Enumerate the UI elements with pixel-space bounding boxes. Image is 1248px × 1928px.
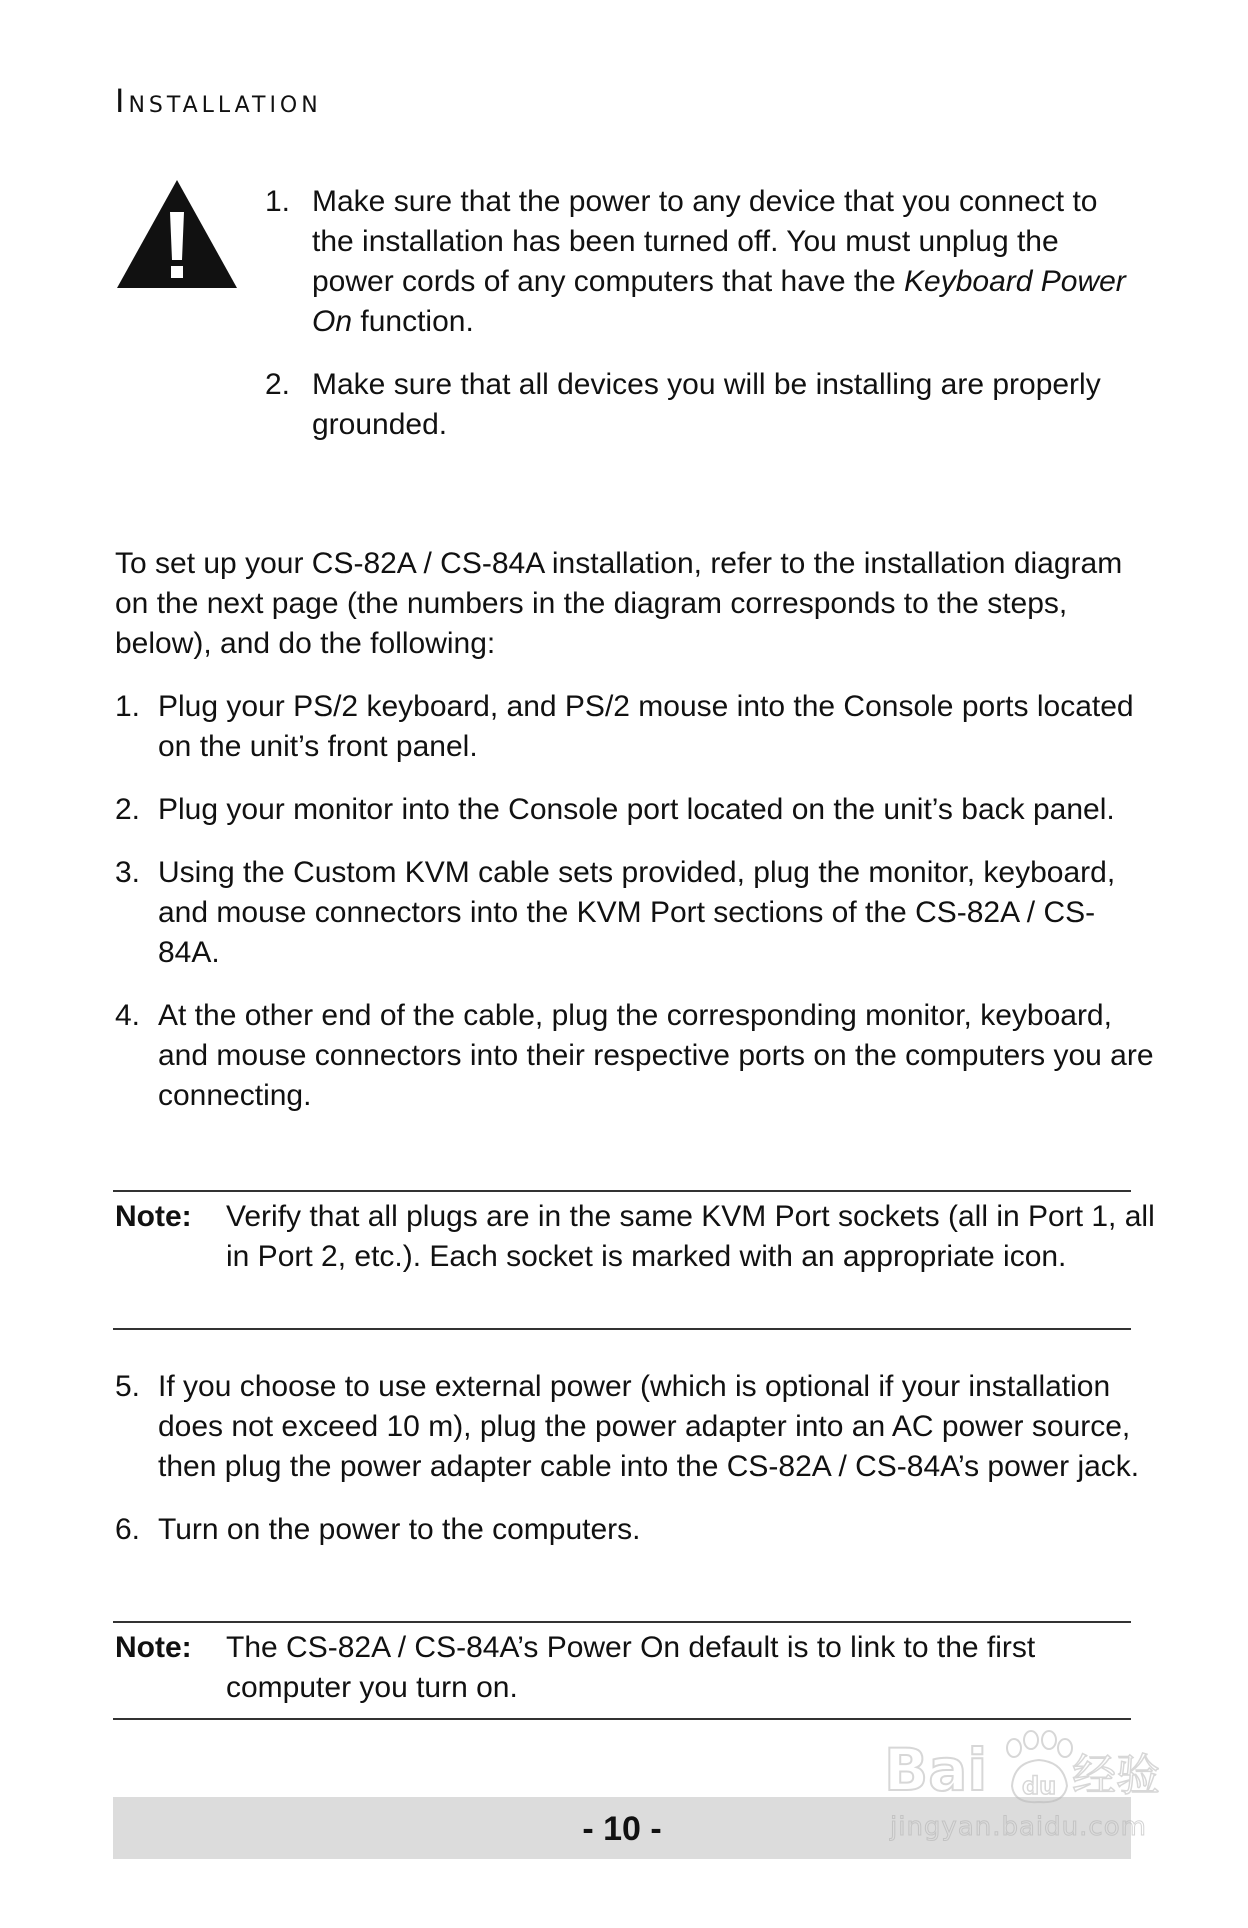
warning-text-end: function. [352, 305, 474, 338]
step-item [115, 790, 1155, 830]
note-divider-bottom [113, 1718, 1131, 1720]
section-title: Installation [115, 82, 322, 120]
step-item [115, 853, 1155, 973]
step-item [115, 687, 1155, 767]
svg-text:du: du [1022, 1772, 1057, 1800]
step-text: Turn on the power to the computers. [158, 1513, 641, 1546]
intro-paragraph: To set up your CS-82A / CS-84A installation, refer to the installation diagram on the next page (the numbers in the diagram corresponds to the steps, below), and do the following: [115, 547, 1123, 660]
warning-list [265, 182, 1145, 445]
note-text: The CS-82A / CS-84A’s Power On default is to link to the first computer you turn on. [226, 1631, 1036, 1704]
note-label: Note: [115, 1631, 192, 1664]
note-divider-bottom [113, 1328, 1131, 1330]
step-number: 6. [115, 1513, 141, 1546]
step-number: 1. [115, 690, 141, 723]
note-block [115, 1197, 1155, 1277]
warning-item [265, 365, 1145, 445]
steps-list [115, 687, 1155, 1116]
warning-text-start: Make sure that the power to any device that you connect to the installation has been turned off. You must unplug the power cords of any computers that have the [312, 185, 1098, 298]
warning-number: 1. [265, 185, 291, 218]
note-text: Verify that all plugs are in the same KVM Port sockets (all in Port 1, all in Port 2, etc.). Each socket is marked with an appropriate icon. [226, 1200, 1155, 1273]
step-text: At the other end of the cable, plug the corresponding monitor, keyboard, and mouse connectors into their respective ports on the computers you are connecting. [158, 999, 1154, 1112]
baidu-jingyan-logo [884, 1728, 1164, 1812]
step-text: Plug your PS/2 keyboard, and PS/2 mouse into the Console ports located on the unit’s front panel. [158, 690, 1134, 763]
step-text: Using the Custom KVM cable sets provided, plug the monitor, keyboard, and mouse connectors into the KVM Port sections of the CS-82A / CS-84A. [158, 856, 1116, 969]
step-number: 4. [115, 999, 141, 1032]
watermark-url: jingyan.baidu.com [890, 1812, 1147, 1842]
note-divider-top [113, 1621, 1131, 1623]
svg-text:Bai: Bai [884, 1736, 988, 1804]
keyboard-power-on-term: Keyboard Power On [312, 265, 1126, 338]
step-number: 2. [115, 793, 141, 826]
step-item [115, 996, 1155, 1116]
steps-list-continued [115, 1367, 1155, 1550]
warning-item [265, 182, 1145, 342]
page-number: - 10 - [582, 1810, 662, 1848]
note-divider-top [113, 1190, 1131, 1192]
svg-text:经验: 经验 [1072, 1750, 1160, 1801]
baidu-watermark [876, 1724, 1176, 1874]
step-number: 3. [115, 856, 141, 889]
note-block [115, 1628, 1155, 1708]
step-number: 5. [115, 1370, 141, 1403]
step-item [115, 1510, 1155, 1550]
warning-triangle-icon [115, 178, 239, 290]
warning-number: 2. [265, 368, 291, 401]
warning-text: Make sure that all devices you will be installing are properly grounded. [312, 368, 1101, 441]
step-text: Plug your monitor into the Console port located on the unit’s back panel. [158, 793, 1115, 826]
step-text: If you choose to use external power (which is optional if your installation does not exceed 10 m), plug the power adapter into an AC power source, then plug the power adapter cable into the CS-82A / CS-84A’s power jack. [158, 1370, 1140, 1483]
step-item [115, 1367, 1155, 1487]
note-label: Note: [115, 1200, 192, 1233]
